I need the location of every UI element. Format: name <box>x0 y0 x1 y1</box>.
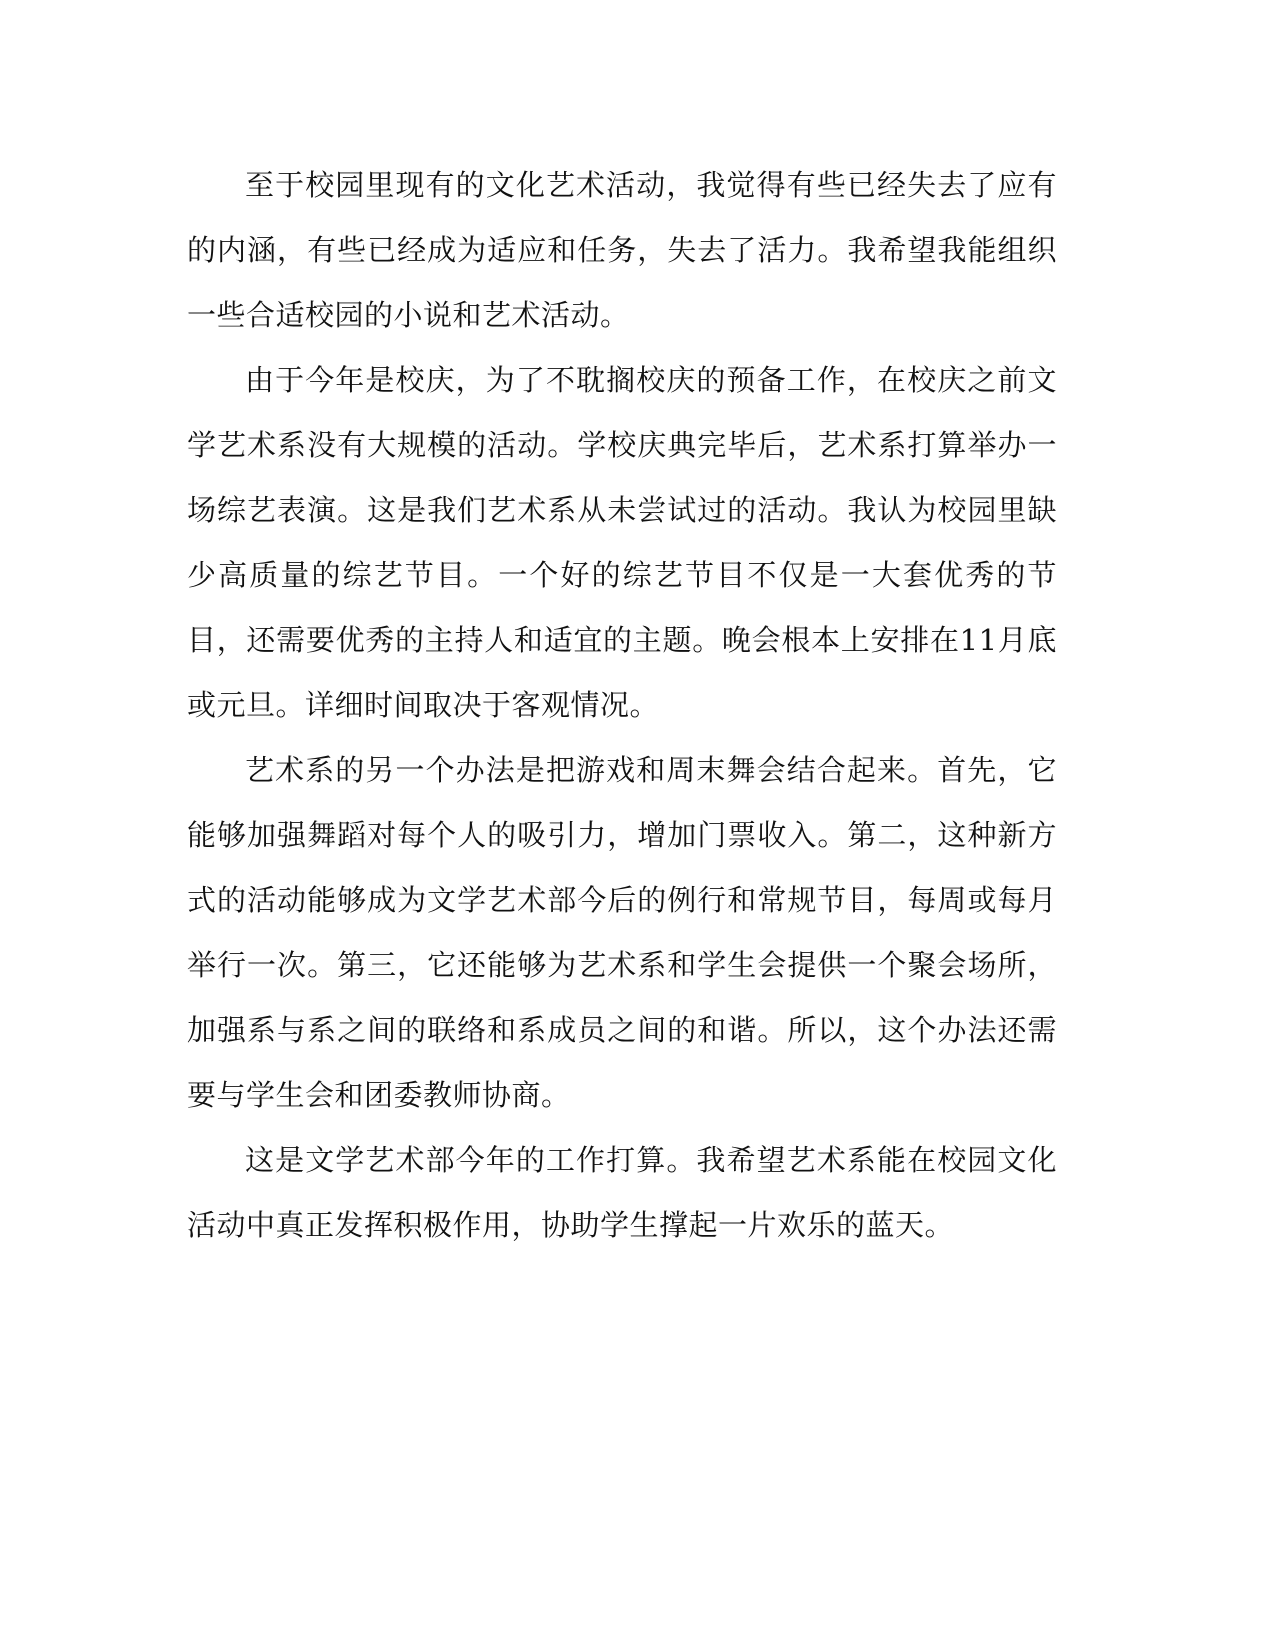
paragraph-2: 由于今年是校庆，为了不耽搁校庆的预备工作，在校庆之前文学艺术系没有大规模的活动。学校庆典完毕后，艺术系打算举办一场综艺表演。这是我们艺术系从未尝试过的活动。我认为校园里缺少高质量的综艺节目。一个好的综艺节目不仅是一大套优秀的节目，还需要优秀的主持人和适宜的主题。晚会根本上安排在11月底或元旦。详细时间取决于客观情况。 <box>187 363 1057 722</box>
paragraph-1: 至于校园里现有的文化艺术活动，我觉得有些已经失去了应有的内涵，有些已经成为适应和任务，失去了活力。我希望我能组织一些合适校园的小说和艺术活动。 <box>187 168 1057 332</box>
document-body <box>187 153 1057 1258</box>
paragraph-4: 这是文学艺术部今年的工作打算。我希望艺术系能在校园文化活动中真正发挥积极作用，协助学生撑起一片欢乐的蓝天。 <box>187 1143 1057 1242</box>
paragraph-3: 艺术系的另一个办法是把游戏和周末舞会结合起来。首先，它能够加强舞蹈对每个人的吸引力，增加门票收入。第二，这种新方式的活动能够成为文学艺术部今后的例行和常规节目，每周或每月举行一次。第三，它还能够为艺术系和学生会提供一个聚会场所，加强系与系之间的联络和系成员之间的和谐。所以，这个办法还需要与学生会和团委教师协商。 <box>187 753 1057 1112</box>
